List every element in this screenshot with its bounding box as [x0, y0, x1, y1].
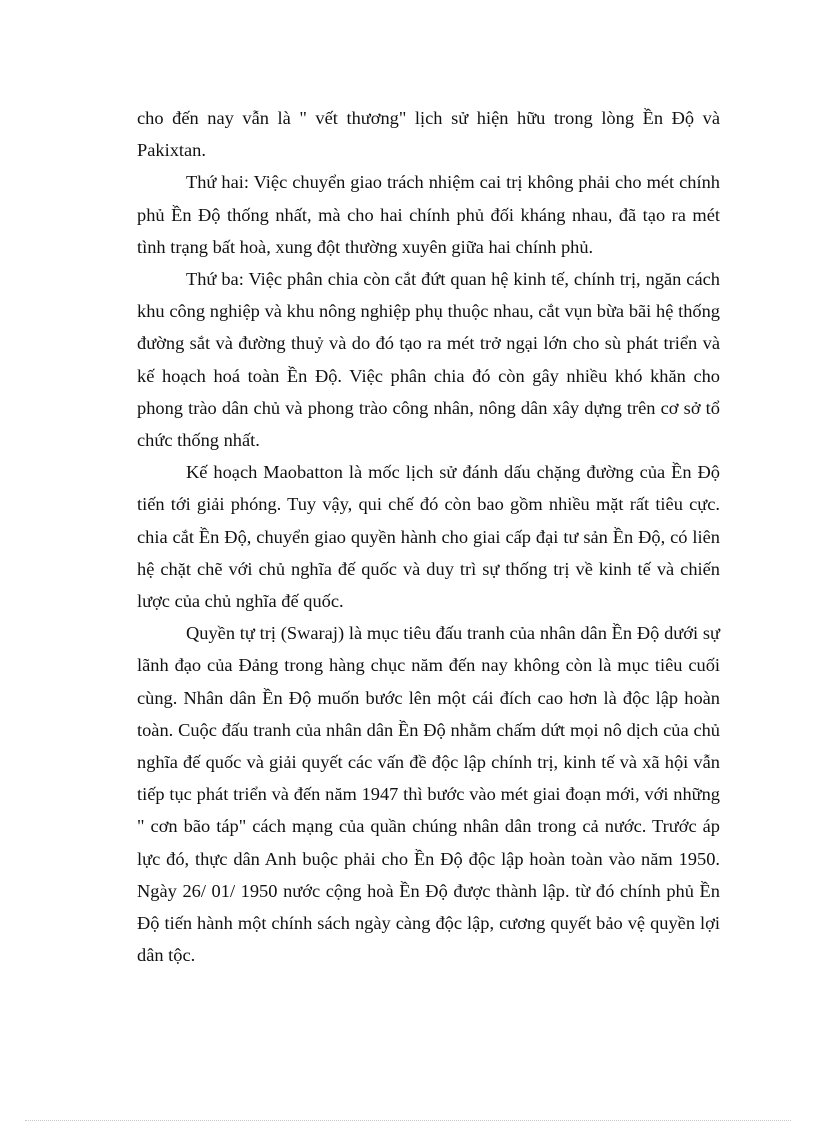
- paragraph-continuation: cho đến nay vẫn là " vết thương" lịch sử hiện hữu trong lòng Ền Độ và Pakixtan.: [137, 108, 720, 161]
- body-text: [137, 102, 720, 971]
- paragraph-third-point: Thứ ba: Việc phân chia còn cắt đứt quan hệ kinh tế, chính trị, ngăn cách khu công nghiệp và khu nông nghiệp phụ thuộc nhau, cắt vụn bừa bãi hệ thống đường sắt và đường thuỷ và do đó tạo ra mét trở ngại lớn cho sù phát triển và kế hoạch hoá toàn Ền Độ. Việc phân chia đó còn gây nhiều khó khăn cho phong trào dân chủ và phong trào công nhân, nông dân xây dựng trên cơ sở tổ chức thống nhất.: [137, 269, 720, 451]
- page-bottom-divider: [25, 1120, 791, 1121]
- paragraph-swaraj: Quyền tự trị (Swaraj) là mục tiêu đấu tranh của nhân dân Ền Độ dưới sự lãnh đạo của Đảng trong hàng chục năm đến nay không còn là mục tiêu cuối cùng. Nhân dân Ền Độ muốn bước lên một cái đích cao hơn là độc lập hoàn toàn. Cuộc đấu tranh của nhân dân Ền Độ nhằm chấm dứt mọi nô dịch của chủ nghĩa đế quốc và giải quyết các vấn đề độc lập chính trị, kinh tế và xã hội vẫn tiếp tục phát triển và đến năm 1947 thì bước vào mét giai đoạn mới, với những " cơn bão táp" cách mạng của quần chúng nhân dân trong cả nước. Trước áp lực đó, thực dân Anh buộc phải cho Ền Độ độc lập hoàn toàn vào năm 1950. Ngày 26/ 01/ 1950 nước cộng hoà Ền Độ được thành lập. từ đó chính phủ Ền Độ tiến hành một chính sách ngày càng độc lập, cương quyết bảo vệ quyền lợi dân tộc.: [137, 623, 720, 966]
- paragraph-second-point: Thứ hai: Việc chuyển giao trách nhiệm cai trị không phải cho mét chính phủ Ền Độ thống nhất, mà cho hai chính phủ đối kháng nhau, đã tạo ra mét tình trạng bất hoà, xung đột thường xuyên giữa hai chính phủ.: [137, 172, 720, 257]
- paragraph-mountbatten-plan: Kế hoạch Maobatton là mốc lịch sử đánh dấu chặng đường của Ền Độ tiến tới giải phóng. Tuy vậy, qui chế đó còn bao gồm nhiều mặt rất tiêu cực. chia cắt Ền Độ, chuyển giao quyền hành cho giai cấp đại tư sản Ền Độ, có liên hệ chặt chẽ với chủ nghĩa đế quốc và duy trì sự thống trị về kinh tế và chiến lược của chủ nghĩa đế quốc.: [137, 462, 720, 612]
